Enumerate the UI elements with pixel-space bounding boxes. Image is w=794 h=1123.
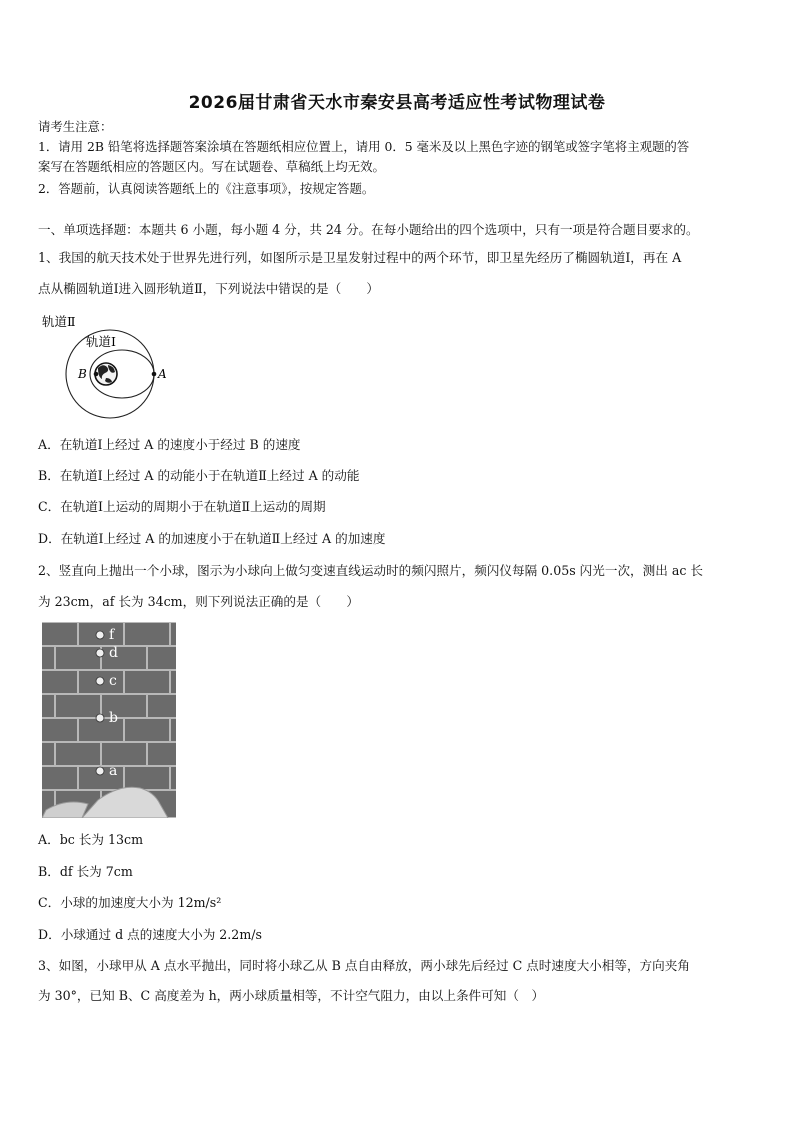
q2-option-d: D．小球通过 d 点的速度大小为 2.2m/s	[38, 927, 262, 942]
q2-option-b: B．df 长为 7cm	[38, 864, 133, 879]
notice-line-2: 2．答题前，认真阅读答题纸上的《注意事项》，按规定答题。	[38, 181, 375, 196]
ball-label-b: b	[109, 710, 118, 726]
section-heading: 一、单项选择题：本题共 6 小题，每小题 4 分，共 24 分。在每小题给出的四个选项中，只有一项是符合题目要求的。	[38, 222, 699, 237]
q2-option-a: A．bc 长为 13cm	[38, 832, 144, 847]
ball-b	[96, 714, 104, 722]
q2-option-c: C．小球的加速度大小为 12m/s²	[38, 895, 222, 910]
notice-line-1: 1．请用 2B 铅笔将选择题答案涂填在答题纸相应位置上，请用 0．5 毫米及以上黑色字迹的钢笔或签字笔将主观题的答	[38, 139, 690, 154]
strobe-photo	[42, 622, 176, 818]
ball-label-c: c	[109, 673, 117, 689]
orbit-2-label: 轨道Ⅱ	[42, 314, 76, 329]
point-a-dot	[152, 372, 157, 377]
point-b-label: B	[78, 367, 87, 381]
point-b-dot	[94, 372, 99, 377]
ball-f	[96, 631, 104, 639]
q1-stem-line-1: 1、我国的航天技术处于世界先进行列，如图所示是卫星发射过程中的两个环节，即卫星先经历了椭圆轨道Ⅰ，再在 A	[38, 250, 682, 265]
q3-stem-line-2: 为 30°，已知 B、C 高度差为 h，两小球质量相等，不计空气阻力，由以上条件可知（ ）	[38, 988, 545, 1003]
notice-heading: 请考生注意：	[38, 119, 113, 134]
ball-a	[96, 767, 104, 775]
point-a-label: A	[158, 367, 167, 381]
notice-line-1b: 案写在答题纸相应的答题区内。写在试题卷、草稿纸上均无效。	[38, 159, 385, 174]
ball-label-f: f	[109, 627, 115, 643]
q1-option-b: B．在轨道Ⅰ上经过 A 的动能小于在轨道Ⅱ上经过 A 的动能	[38, 468, 360, 483]
ball-d	[96, 649, 104, 657]
ball-label-d: d	[109, 645, 118, 661]
q3-stem-line-1: 3、如图，小球甲从 A 点水平抛出，同时将小球乙从 B 点自由释放，两小球先后经过 C 点时速度大小相等，方向夹角	[38, 958, 690, 973]
q1-option-c: C．在轨道Ⅰ上运动的周期小于在轨道Ⅱ上运动的周期	[38, 499, 326, 514]
ball-label-a: a	[109, 763, 118, 779]
orbit-1-label: 轨道Ⅰ	[86, 334, 116, 349]
orbit-diagram	[40, 308, 180, 422]
q1-option-d: D．在轨道Ⅰ上经过 A 的加速度小于在轨道Ⅱ上经过 A 的加速度	[38, 531, 386, 546]
q1-option-a: A．在轨道Ⅰ上经过 A 的速度小于经过 B 的速度	[38, 437, 301, 452]
ball-c	[96, 677, 104, 685]
q2-stem-line-2: 为 23cm，af 长为 34cm，则下列说法正确的是（ ）	[38, 594, 359, 609]
q2-stem-line-1: 2、竖直向上抛出一个小球，图示为小球向上做匀变速直线运动时的频闪照片，频闪仪每隔 0.05s 闪光一次，测出 ac 长	[38, 563, 703, 578]
q1-stem-line-2: 点从椭圆轨道Ⅰ进入圆形轨道Ⅱ，下列说法中错误的是（ ）	[38, 281, 379, 296]
page-title: 2026届甘肃省天水市秦安县高考适应性考试物理试卷	[188, 93, 606, 113]
